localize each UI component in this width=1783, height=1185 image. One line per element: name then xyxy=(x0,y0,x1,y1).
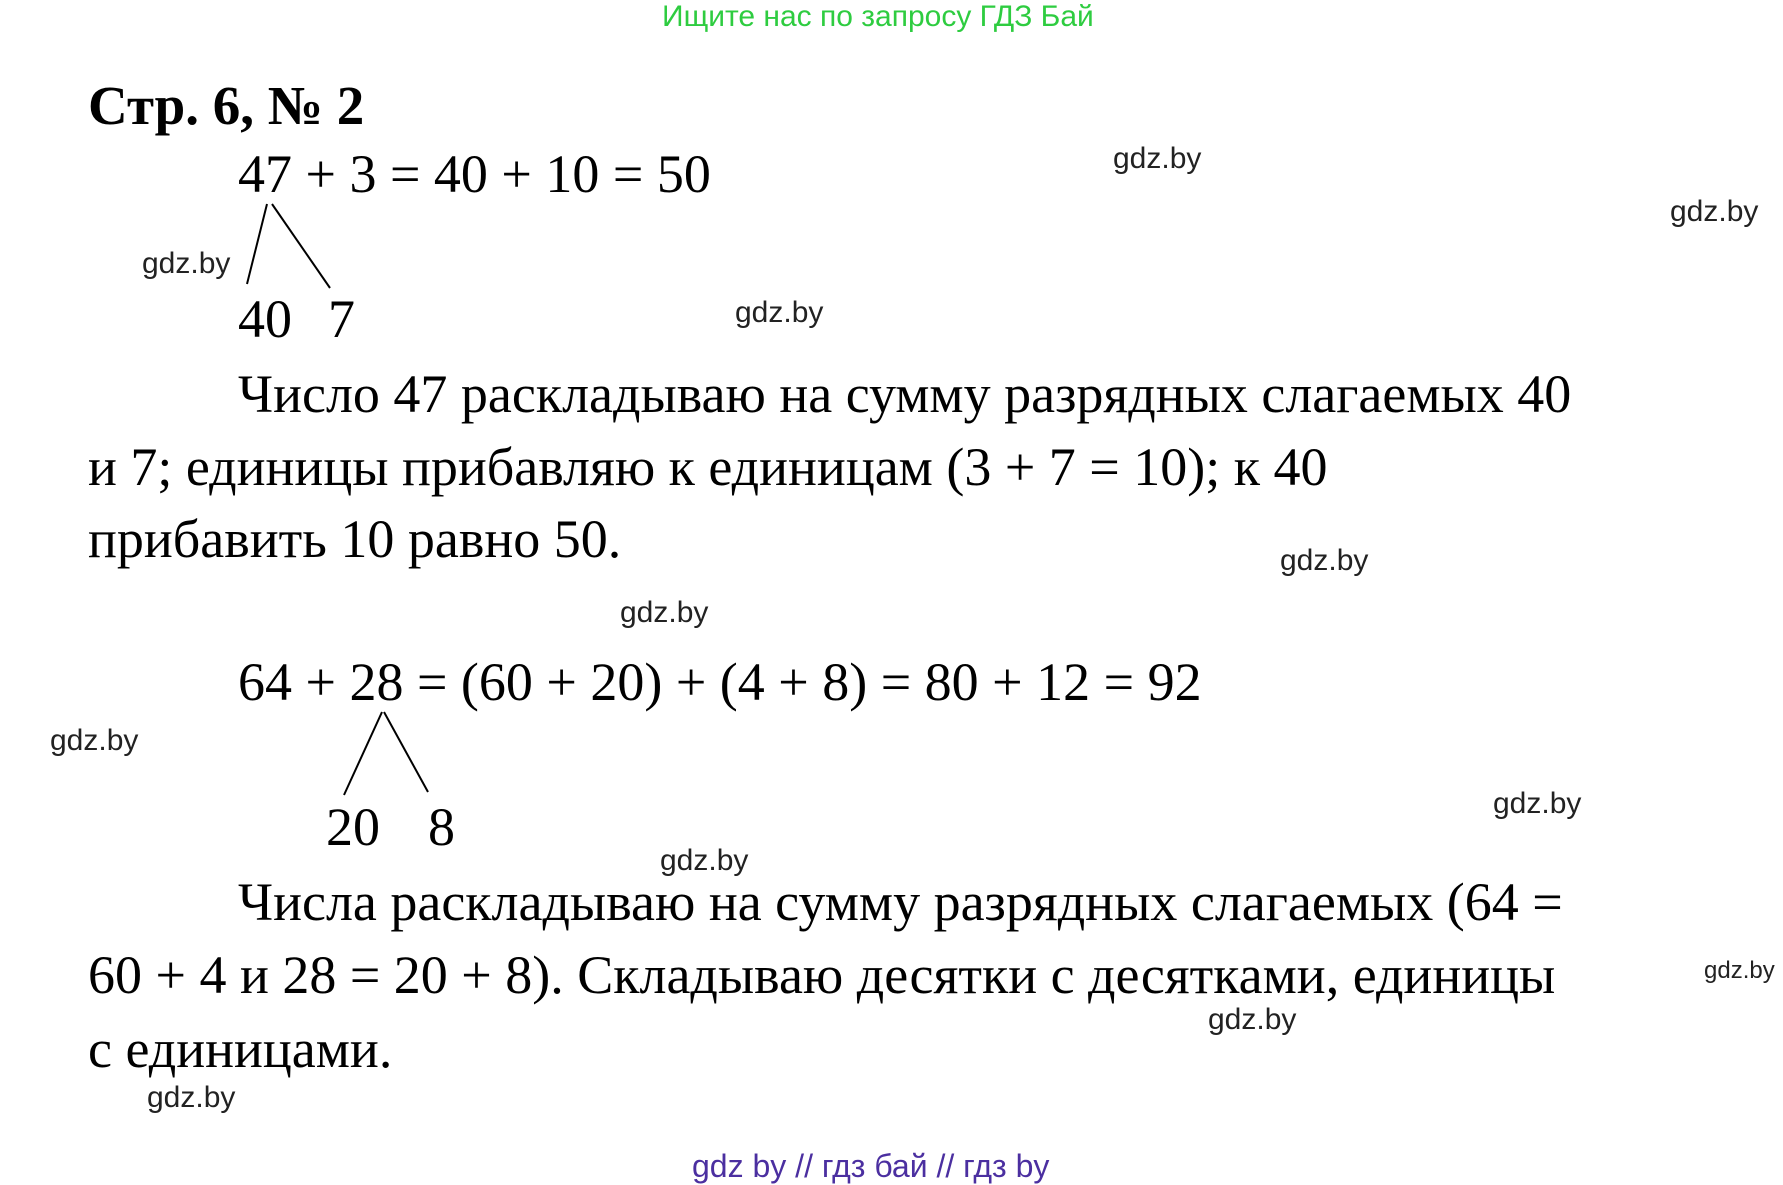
split-1-right: 7 xyxy=(328,289,355,349)
split-1-left: 40 xyxy=(238,289,292,349)
explanation-2-line-3: с единицами. xyxy=(88,1019,393,1079)
watermark: gdz.by xyxy=(1704,957,1775,984)
equation-2: 64 + 28 = (60 + 20) + (4 + 8) = 80 + 12 = 92 xyxy=(238,652,1202,712)
split-line-1-left xyxy=(247,204,267,284)
explanation-2-line-2: 60 + 4 и 28 = 20 + 8). Складываю десятки с десятками, единицы xyxy=(88,945,1556,1005)
watermark: gdz.by xyxy=(1208,1003,1297,1036)
split-line-2-right xyxy=(384,712,428,792)
watermark: gdz.by xyxy=(147,1081,236,1114)
explanation-1-line-3: прибавить 10 равно 50. xyxy=(88,509,622,569)
watermark: gdz.by xyxy=(142,247,231,280)
explanation-2-line-1: Числа раскладываю на сумму разрядных слагаемых (64 = xyxy=(238,872,1563,932)
watermark: gdz.by xyxy=(735,296,824,329)
watermark: gdz.by xyxy=(50,724,139,757)
watermark: gdz.by xyxy=(1493,787,1582,820)
split-line-2-left xyxy=(344,712,382,795)
explanation-1-line-2: и 7; единицы прибавляю к единицам (3 + 7 = 10); к 40 xyxy=(88,437,1328,497)
explanation-1-line-1: Число 47 раскладываю на сумму разрядных слагаемых 40 xyxy=(238,364,1572,424)
split-2-right: 8 xyxy=(428,797,455,857)
watermark: gdz.by xyxy=(1113,142,1202,175)
split-2-left: 20 xyxy=(326,797,380,857)
footer-links[interactable]: gdz by // гдз бай // гдз by xyxy=(692,1148,1050,1184)
watermark: gdz.by xyxy=(620,596,709,629)
watermark: gdz.by xyxy=(660,844,749,877)
watermark: gdz.by xyxy=(1670,195,1759,228)
watermark: gdz.by xyxy=(1280,544,1369,577)
equation-1: 47 + 3 = 40 + 10 = 50 xyxy=(238,144,711,204)
split-line-1-right xyxy=(272,204,330,288)
page-title: Стр. 6, № 2 xyxy=(88,75,365,136)
banner-link[interactable]: Ищите нас по запросу ГДЗ Бай xyxy=(662,0,1094,33)
